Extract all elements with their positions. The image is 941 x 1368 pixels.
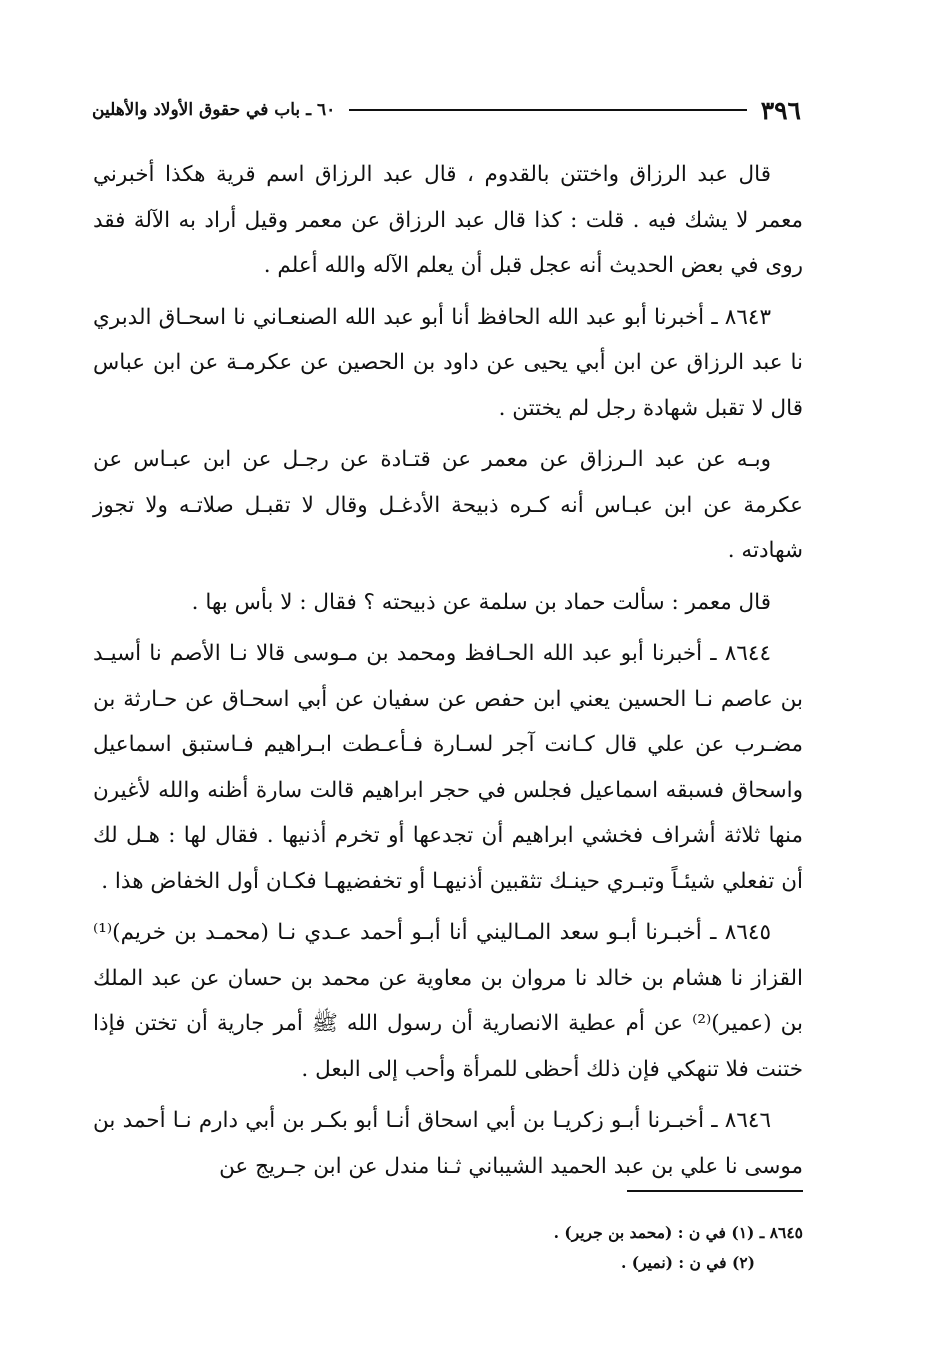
footnotes	[203, 1218, 803, 1278]
footnote-1: ٨٦٤٥ ـ (١) في ن : (محمد بن جرير) .	[553, 1223, 803, 1242]
page-number: ٣٩٦	[760, 95, 801, 125]
paragraph-wabihi: وبـه عن عبد الـرزاق عن معمر عن قتـادة عن رجـل عن ابن عبـاس عن عكرمة عن ابن عبـاس أنه كـره ذبيحة الأدغـل وقال لا تقبـل صلاتـه ولا تجوز شهادته .	[93, 447, 803, 563]
footnote-divider	[627, 1190, 803, 1192]
paragraph-intro: قال عبد الرزاق واختتن بالقدوم ، قال عبد الرزاق اسم قرية هكذا أخبرني معمر لا يشك فيه . قلت : كذا قال عبد الرزاق عن معمر وقيل أراد به الآلة فقد روى في بعض الحديث أنه عجل قبل أن يعلم الآله والله أعلم .	[93, 162, 803, 278]
hadith-8645: ٨٦٤٥ ـ أخبـرنا أبـو سعد المـاليني أنا أبـو أحمد عـدي نـا (محمـد بن خريم)⁽¹⁾ القزاز نا هشام بن خالد نا مروان بن معاوية عن محمد بن حسان عن عبد الملك بن (عمير)⁽²⁾ عن أم عطية الانصارية أن رسول الله ﷺ أمر جارية أن تختن فإذا ختنت فلا تنهكي فإن ذلك أحظى للمرأة وأحب إلى البعل .	[93, 920, 803, 1082]
main-text	[93, 152, 803, 1195]
footnote-2: (٢) في ن : (نمير) .	[621, 1253, 755, 1272]
hadith-8646: ٨٦٤٦ ـ أخبـرنا أبـو زكريـا بن أبي اسحاق أنـا أبو بكـر بن أبي دارم نـا أحمد بن موسى نا علي بن عبد الحميد الشيباني ثـنا مندل عن ابن جـريج عن	[93, 1108, 803, 1179]
chapter-title: ٦٠ ـ باب في حقوق الأولاد والأهلين	[92, 100, 336, 120]
hadith-8643: ٨٦٤٣ ـ أخبرنا أبو عبد الله الحافظ أنا أبو عبد الله الصنعـاني نا اسحـاق الدبري نا عبد الرزاق عن ابن أبي يحيى عن داود بن الحصين عن عكرمـة عن ابن عباس قال لا تقبل شهادة رجل لم يختتن .	[93, 304, 803, 421]
page-header	[92, 90, 801, 130]
header-divider	[349, 109, 746, 111]
hadith-8644: ٨٦٤٤ ـ أخبرنا أبو عبد الله الحـافظ ومحمد بن مـوسى قالا نـا الأصم نا أسيـد بن عاصم نـا الحسين يعني ابن حفص عن سفيان عن أبي اسحـاق عن حـارثة بن مضـرب عن علي قال كـانت آجر لسـارة فـأعـطت ابـراهيم فـاستبق اسماعيل واسحاق فسبقه اسماعيل فجلس في حجر ابراهيم قالت سارة أظنه والله لأغيرن منها ثلاثة أشراف فخشي ابراهيم أن تجدعها أو تخرم أذنيها . فقال لها : هـل لك أن تفعلي شيئـاً وتبـري حينـك تثقبين أذنيهـا أو تخفضيهـا فكـان أول الخفاض هذا .	[93, 641, 803, 894]
paragraph-maamar: قال معمر : سألت حماد بن سلمة عن ذبيحته ؟ فقال : لا بأس بها .	[191, 589, 771, 615]
